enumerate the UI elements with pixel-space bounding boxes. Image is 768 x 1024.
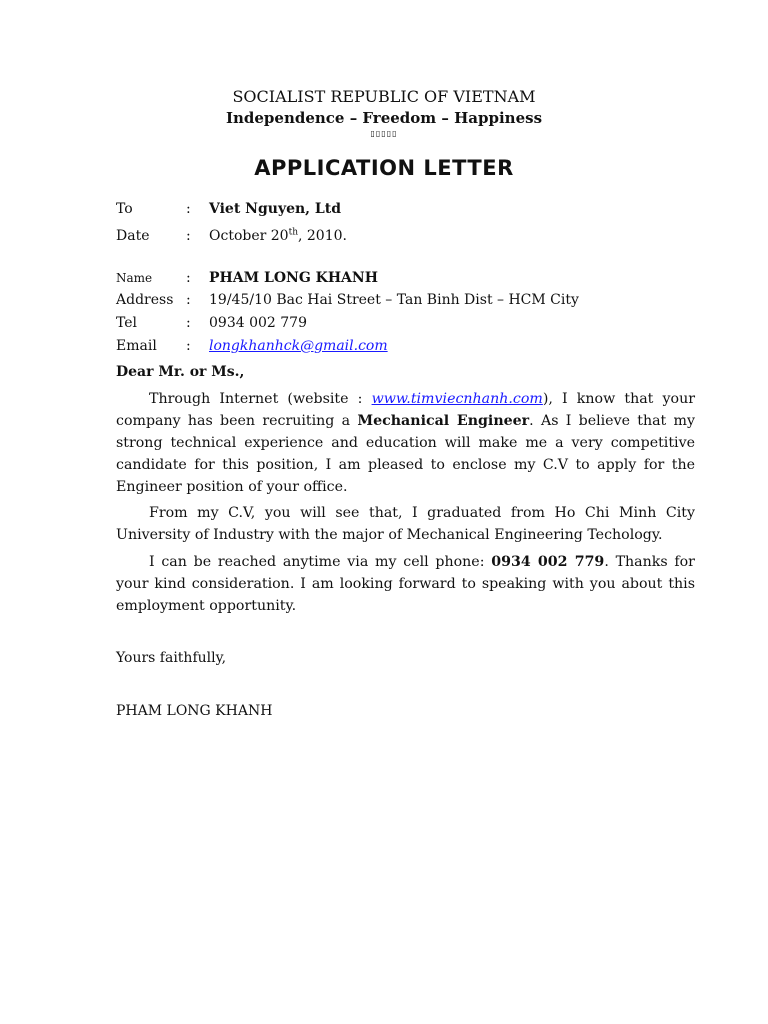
job-title: Mechanical Engineer [357, 413, 530, 429]
field-address [116, 290, 579, 310]
letter-title: APPLICATION LETTER [254, 156, 514, 180]
field-label: Address [116, 292, 174, 308]
field-label: To [116, 201, 133, 217]
applicant-name: PHAM LONG KHANH [209, 270, 378, 286]
email-link[interactable]: longkhanhck@gmail.com [209, 338, 388, 354]
field-colon: : [186, 315, 191, 331]
field-to [116, 199, 341, 219]
signature: PHAM LONG KHANH [116, 703, 273, 719]
date-year: , 2010. [298, 227, 347, 244]
paragraph-text: I can be reached anytime via my cell phone: [149, 554, 492, 570]
website-link[interactable]: www.timviecnhanh.com [371, 391, 543, 407]
field-label: Email [116, 338, 157, 354]
phone-number: 0934 002 779 [491, 554, 605, 570]
field-label: Date [116, 227, 150, 244]
field-email [116, 336, 388, 356]
field-date [116, 222, 347, 246]
country-name: SOCIALIST REPUBLIC OF VIETNAM [232, 87, 536, 106]
field-colon: : [186, 292, 191, 308]
closing: Yours faithfully, [116, 650, 227, 666]
field-label: Tel [116, 315, 138, 331]
paragraph-3 [116, 551, 695, 617]
field-colon: : [186, 270, 191, 286]
date-text: October 20 [209, 227, 289, 244]
field-name [116, 268, 378, 288]
field-tel [116, 313, 307, 333]
national-motto: Independence – Freedom – Happiness [225, 109, 543, 127]
address-value: 19/45/10 Bac Hai Street – Tan Binh Dist – HCM City [209, 292, 579, 308]
recipient-company: Viet Nguyen, Ltd [209, 201, 342, 217]
paragraph-text: Through Internet (website : [149, 391, 372, 407]
field-colon: : [186, 338, 191, 354]
header-ornament: ▯▯▯▯▯ [370, 129, 398, 138]
field-label: Name [116, 271, 153, 285]
date-suffix: th [288, 227, 298, 237]
paragraph-2: From my C.V, you will see that, I graduated from Ho Chi Minh City University of Industry with the major of Mechanical Engineering Techology. [116, 505, 695, 543]
letter-header [0, 86, 768, 139]
date-value [209, 228, 347, 244]
tel-value: 0934 002 779 [209, 315, 307, 331]
paragraph-1 [116, 388, 695, 498]
field-colon: : [186, 227, 191, 244]
paragraph-text: . As I believe that my strong technical experience and education will make me a very competitive candidate for this position, I am pleased to enclose my C.V to apply for the Engineer position of your office. [116, 413, 695, 495]
salutation: Dear Mr. or Ms., [116, 364, 245, 380]
paragraph-text: . Thanks for your kind consideration. I am looking forward to speaking with you about this employment opportunity. [116, 554, 695, 614]
field-colon: : [186, 201, 191, 217]
paragraph-text: ), I know that your company has been recruiting a [116, 391, 695, 429]
